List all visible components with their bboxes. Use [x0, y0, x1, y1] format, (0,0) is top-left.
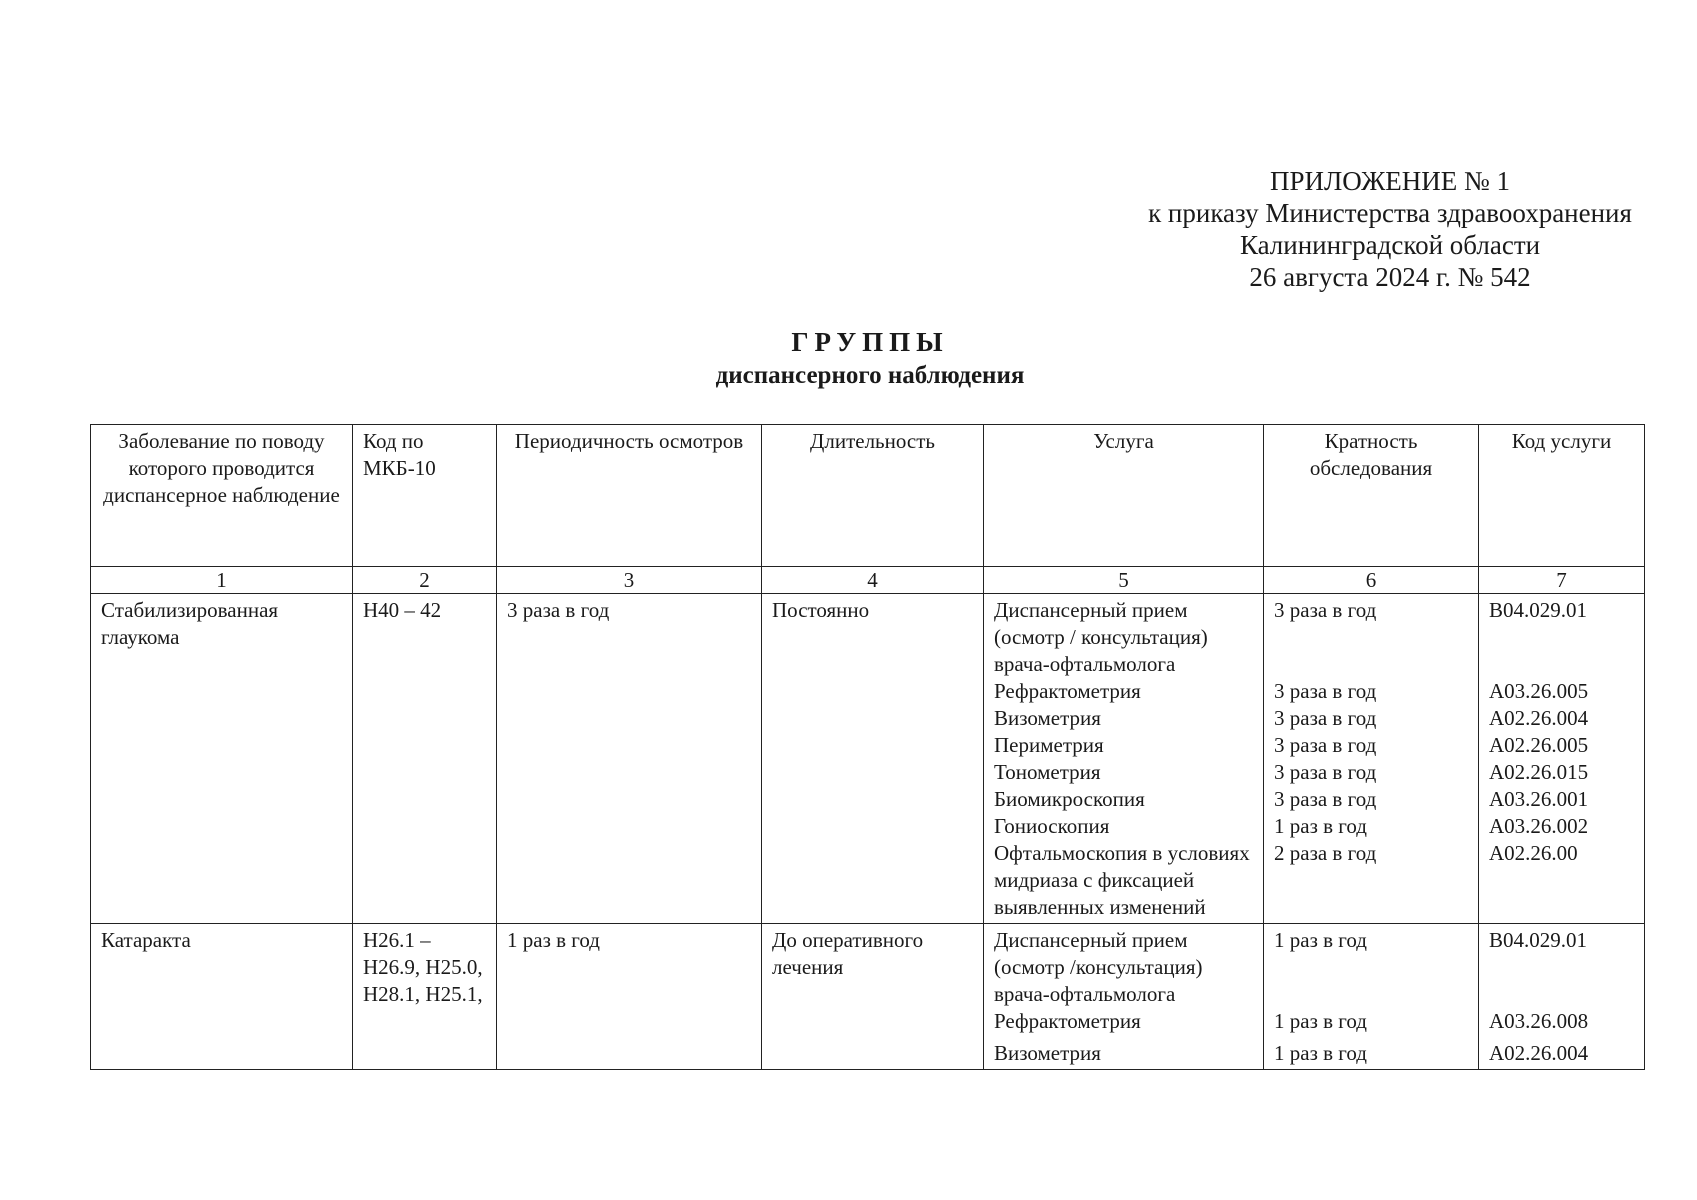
- service-name: Диспансерный прием (осмотр / консультация) врача-офтальмолога: [994, 598, 1208, 676]
- approval-line-region: Калининградской области: [1239, 230, 1541, 260]
- service-frequency: 3 раза в год: [1274, 679, 1377, 703]
- icd-code-cell: Н40 – 42: [353, 594, 497, 924]
- approval-block: [1130, 165, 1650, 293]
- service-code: А02.26.00: [1489, 841, 1578, 865]
- duration-cell: До оперативного лечения: [762, 924, 984, 1070]
- service-frequency: 1 раз в год: [1274, 1009, 1367, 1033]
- service-name: Визометрия: [994, 1041, 1101, 1065]
- service-code: А03.26.005: [1489, 679, 1589, 703]
- column-number: 1: [91, 567, 353, 594]
- disease-cell: Стабилизированная глаукома: [91, 594, 353, 924]
- service-code: А02.26.004: [1489, 1041, 1589, 1065]
- document-title: [570, 325, 1170, 393]
- service-name: Рефрактометрия: [994, 1009, 1141, 1033]
- icd-code-cell: Н26.1 – Н26.9, Н25.0, Н28.1, Н25.1,: [353, 924, 497, 1070]
- header-periodicity: Периодичность осмотров: [497, 425, 762, 567]
- service-name: Гониоскопия: [994, 814, 1110, 838]
- approval-line-appendix: ПРИЛОЖЕНИЕ № 1: [1269, 166, 1511, 196]
- frequency-list: [1264, 924, 1479, 1070]
- column-number: 6: [1264, 567, 1479, 594]
- approval-line-order: к приказу Министерства здравоохранения: [1148, 198, 1632, 228]
- frequency-list: [1264, 594, 1479, 924]
- service-frequency: 2 раза в год: [1274, 841, 1377, 865]
- service-code: А02.26.004: [1489, 706, 1589, 730]
- service-name: Диспансерный прием (осмотр /консультация) врача-офтальмолога: [994, 928, 1203, 1006]
- service-frequency: 3 раза в год: [1274, 598, 1377, 622]
- service-name: Тонометрия: [994, 760, 1101, 784]
- service-frequency: 1 раз в год: [1274, 814, 1367, 838]
- service-frequency: 1 раз в год: [1274, 1041, 1367, 1065]
- service-name: Биомикроскопия: [994, 787, 1145, 811]
- service-name: Офтальмоскопия в условиях мидриаза с фиксацией выявленных изменений: [994, 841, 1250, 919]
- service-code: В04.029.01: [1489, 928, 1588, 952]
- header-disease: Заболевание по поводу которого проводится диспансерное наблюдение: [91, 425, 353, 567]
- service-code: А03.26.001: [1489, 787, 1589, 811]
- disease-cell: Катаракта: [91, 924, 353, 1070]
- column-number: 2: [353, 567, 497, 594]
- header-duration: Длительность: [762, 425, 984, 567]
- column-number: 3: [497, 567, 762, 594]
- observation-groups-table: [90, 424, 1645, 1070]
- table-header-row: [91, 425, 1645, 567]
- header-service-code: Код услуги: [1479, 425, 1645, 567]
- column-number: 7: [1479, 567, 1645, 594]
- service-code: А02.26.005: [1489, 733, 1589, 757]
- service-list: [984, 594, 1264, 924]
- service-code: А02.26.015: [1489, 760, 1589, 784]
- service-list: [984, 924, 1264, 1070]
- service-frequency: 3 раза в год: [1274, 760, 1377, 784]
- duration-cell: Постоянно: [762, 594, 984, 924]
- column-number: 4: [762, 567, 984, 594]
- approval-line-date-number: 26 августа 2024 г. № 542: [1249, 262, 1531, 292]
- service-code: А03.26.008: [1489, 1009, 1589, 1033]
- service-name: Визометрия: [994, 706, 1101, 730]
- service-frequency: 3 раза в год: [1274, 787, 1377, 811]
- title-sub: диспансерного наблюдения: [715, 362, 1025, 389]
- table-row: [91, 924, 1645, 1070]
- column-number-row: [91, 567, 1645, 594]
- service-code: А03.26.002: [1489, 814, 1589, 838]
- column-number: 5: [984, 567, 1264, 594]
- service-name: Периметрия: [994, 733, 1104, 757]
- table-row: [91, 594, 1645, 924]
- service-name: Рефрактометрия: [994, 679, 1141, 703]
- title-main: ГРУППЫ: [791, 327, 949, 357]
- service-code: В04.029.01: [1489, 598, 1588, 622]
- header-icd-code: Код по МКБ-10: [353, 425, 497, 567]
- code-list: [1479, 924, 1645, 1070]
- header-service: Услуга: [984, 425, 1264, 567]
- periodicity-cell: 3 раза в год: [497, 594, 762, 924]
- service-frequency: 3 раза в год: [1274, 706, 1377, 730]
- service-frequency: 1 раз в год: [1274, 928, 1367, 952]
- code-list: [1479, 594, 1645, 924]
- header-frequency: Кратность обследования: [1264, 425, 1479, 567]
- service-frequency: 3 раза в год: [1274, 733, 1377, 757]
- periodicity-cell: 1 раз в год: [497, 924, 762, 1070]
